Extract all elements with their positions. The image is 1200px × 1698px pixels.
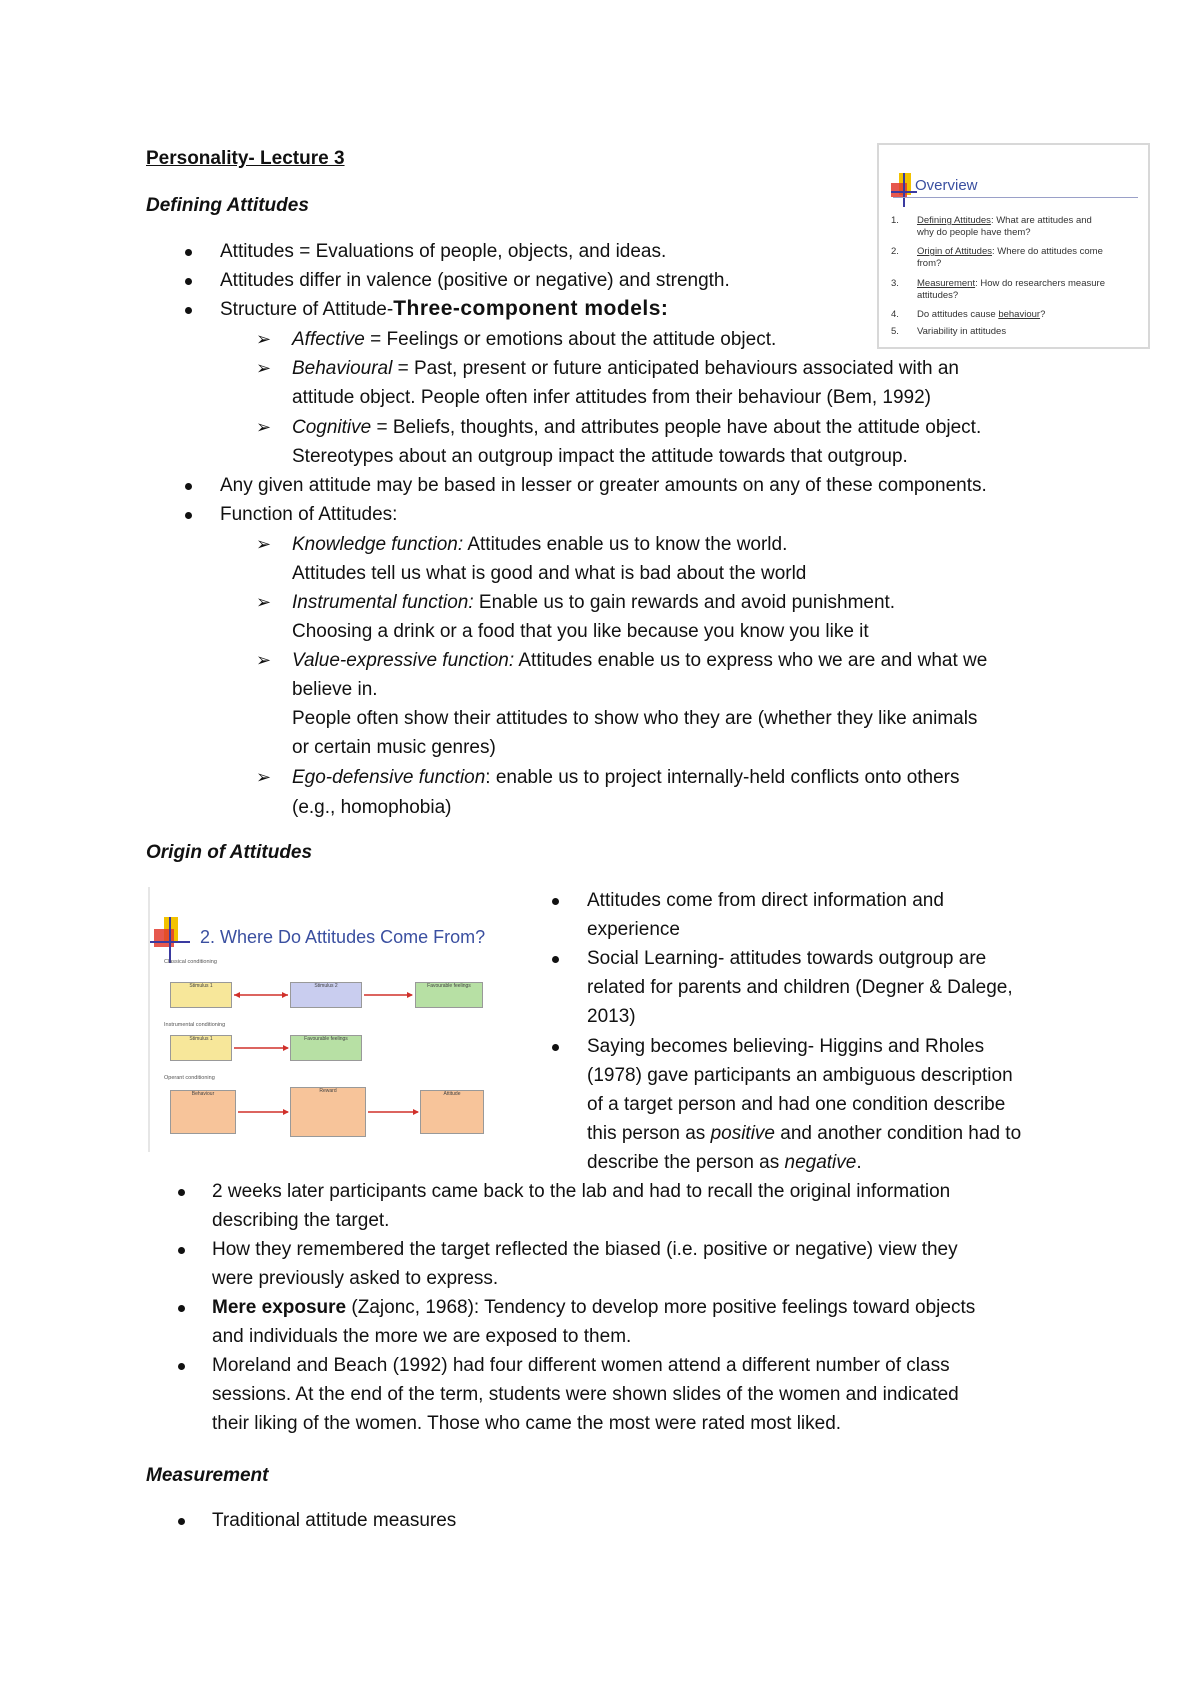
list-item-continued: were previously asked to express. xyxy=(212,1268,499,1289)
slide-title: 2. Where Do Attitudes Come From? xyxy=(200,927,486,947)
list-item: Structure of Attitude-Three-component models: xyxy=(220,297,669,320)
bullet xyxy=(185,307,192,314)
slide-box: Stimulus 2 xyxy=(290,982,362,1008)
list-subitem-continued: Attitudes tell us what is good and what is bad about the world xyxy=(292,563,807,584)
list-subitem: Affective = Feelings or emotions about the attitude object. xyxy=(292,329,777,350)
list-subitem-continued: People often show their attitudes to show who they are (whether they like animals xyxy=(292,708,978,729)
list-item: How they remembered the target reflected the biased (i.e. positive or negative) view they xyxy=(212,1239,958,1260)
slide-box: Behaviour xyxy=(170,1090,236,1134)
arrow-bullet-icon: ➢ xyxy=(256,417,272,437)
bullet xyxy=(178,1305,185,1312)
list-subitem: Behavioural = Past, present or future anticipated behaviours associated with an xyxy=(292,358,959,379)
list-item: Any given attitude may be based in lesser or greater amounts on any of these components. xyxy=(220,475,987,496)
list-item-continued: sessions. At the end of the term, students were shown slides of the women and indicated xyxy=(212,1384,959,1405)
overview-title: Overview xyxy=(915,177,978,194)
list-item-continued: experience xyxy=(587,919,680,940)
list-item-continued: this person as positive and another condition had to xyxy=(587,1123,1022,1144)
overview-item: 4. Do attitudes cause behaviour? xyxy=(891,309,1046,320)
list-subitem-continued: or certain music genres) xyxy=(292,737,496,758)
list-item: Social Learning- attitudes towards outgroup are xyxy=(587,948,987,969)
list-item: Attitudes differ in valence (positive or negative) and strength. xyxy=(220,270,730,291)
section-heading-defining: Defining Attitudes xyxy=(146,195,309,216)
list-subitem: Knowledge function: Attitudes enable us to know the world. xyxy=(292,534,788,555)
list-item-continued: and individuals the more we are exposed to them. xyxy=(212,1326,632,1347)
list-item-continued: related for parents and children (Degner & Dalege, xyxy=(587,977,1013,998)
slide-box: Favourable feelings xyxy=(290,1035,362,1061)
bullet xyxy=(178,1247,185,1254)
arrow-bullet-icon: ➢ xyxy=(256,650,272,670)
where-attitudes-come-from-slide-image xyxy=(148,887,495,1152)
bullet xyxy=(185,278,192,285)
slide-arrows xyxy=(150,887,495,1152)
list-subitem: Cognitive = Beliefs, thoughts, and attributes people have about the attitude object. xyxy=(292,417,982,438)
bullet xyxy=(552,956,559,963)
arrow-bullet-icon: ➢ xyxy=(256,329,272,349)
overview-item: 1. Defining Attitudes: What are attitudes and why do people have them? xyxy=(891,215,1092,238)
overview-rule xyxy=(893,197,1138,198)
list-subitem-continued: (e.g., homophobia) xyxy=(292,797,452,818)
bullet xyxy=(552,1044,559,1051)
list-item: Attitudes = Evaluations of people, objects, and ideas. xyxy=(220,241,667,262)
slide-box: Stimulus 1 xyxy=(170,1035,232,1061)
arrow-bullet-icon: ➢ xyxy=(256,592,272,612)
bullet xyxy=(185,483,192,490)
list-item: Function of Attitudes: xyxy=(220,504,398,525)
slide-label: Instrumental conditioning xyxy=(164,1022,226,1028)
slide-label: Classical conditioning xyxy=(164,959,217,965)
arrow-bullet-icon: ➢ xyxy=(256,534,272,554)
overview-item: 3. Measurement: How do researchers measure attitudes? xyxy=(891,278,1105,301)
list-subitem: Value-expressive function: Attitudes enable us to express who we are and what we xyxy=(292,650,988,671)
section-heading-measurement: Measurement xyxy=(146,1465,269,1486)
list-item-continued: 2013) xyxy=(587,1006,636,1027)
list-item: Saying becomes believing- Higgins and Rholes xyxy=(587,1036,985,1057)
overview-item: 2. Origin of Attitudes: Where do attitudes come from? xyxy=(891,246,1103,269)
page-title: Personality- Lecture 3 xyxy=(146,148,345,169)
bullet xyxy=(552,898,559,905)
list-item-continued: of a target person and had one condition describe xyxy=(587,1094,1006,1115)
list-item-continued: their liking of the women. Those who came the most were rated most liked. xyxy=(212,1413,842,1434)
arrow-bullet-icon: ➢ xyxy=(256,767,272,787)
slide-decoration-icon xyxy=(891,173,917,207)
bullet xyxy=(185,249,192,256)
list-subitem-continued: believe in. xyxy=(292,679,378,700)
slide-box: Stimulus 1 xyxy=(170,982,232,1008)
bullet xyxy=(185,512,192,519)
slide-label: Operant conditioning xyxy=(164,1075,215,1081)
arrow-bullet-icon: ➢ xyxy=(256,358,272,378)
list-item: Attitudes come from direct information and xyxy=(587,890,944,911)
list-subitem-continued: Stereotypes about an outgroup impact the attitude towards that outgroup. xyxy=(292,446,908,467)
list-item-continued: (1978) gave participants an ambiguous description xyxy=(587,1065,1013,1086)
list-item: Moreland and Beach (1992) had four different women attend a different number of class xyxy=(212,1355,950,1376)
overview-slide-image xyxy=(877,143,1150,349)
list-item: Mere exposure (Zajonc, 1968): Tendency to develop more positive feelings toward objects xyxy=(212,1297,976,1318)
overview-item: 5. Variability in attitudes xyxy=(891,326,1007,337)
list-item-continued: describe the person as negative. xyxy=(587,1152,862,1173)
slide-box: Attitude xyxy=(420,1090,484,1134)
list-item: Traditional attitude measures xyxy=(212,1510,457,1531)
slide-box: Favourable feelings xyxy=(415,982,483,1008)
list-subitem: Instrumental function: Enable us to gain rewards and avoid punishment. xyxy=(292,592,896,613)
bullet xyxy=(178,1189,185,1196)
bullet xyxy=(178,1518,185,1525)
list-subitem: Ego-defensive function: enable us to project internally-held conflicts onto others xyxy=(292,767,960,788)
section-heading-origin: Origin of Attitudes xyxy=(146,842,313,863)
bullet xyxy=(178,1363,185,1370)
list-item: 2 weeks later participants came back to the lab and had to recall the original information xyxy=(212,1181,951,1202)
slide-box: Reward xyxy=(290,1087,366,1137)
list-subitem-continued: Choosing a drink or a food that you like because you know you like it xyxy=(292,621,869,642)
list-subitem-continued: attitude object. People often infer attitudes from their behaviour (Bem, 1992) xyxy=(292,387,931,408)
list-item-continued: describing the target. xyxy=(212,1210,390,1231)
